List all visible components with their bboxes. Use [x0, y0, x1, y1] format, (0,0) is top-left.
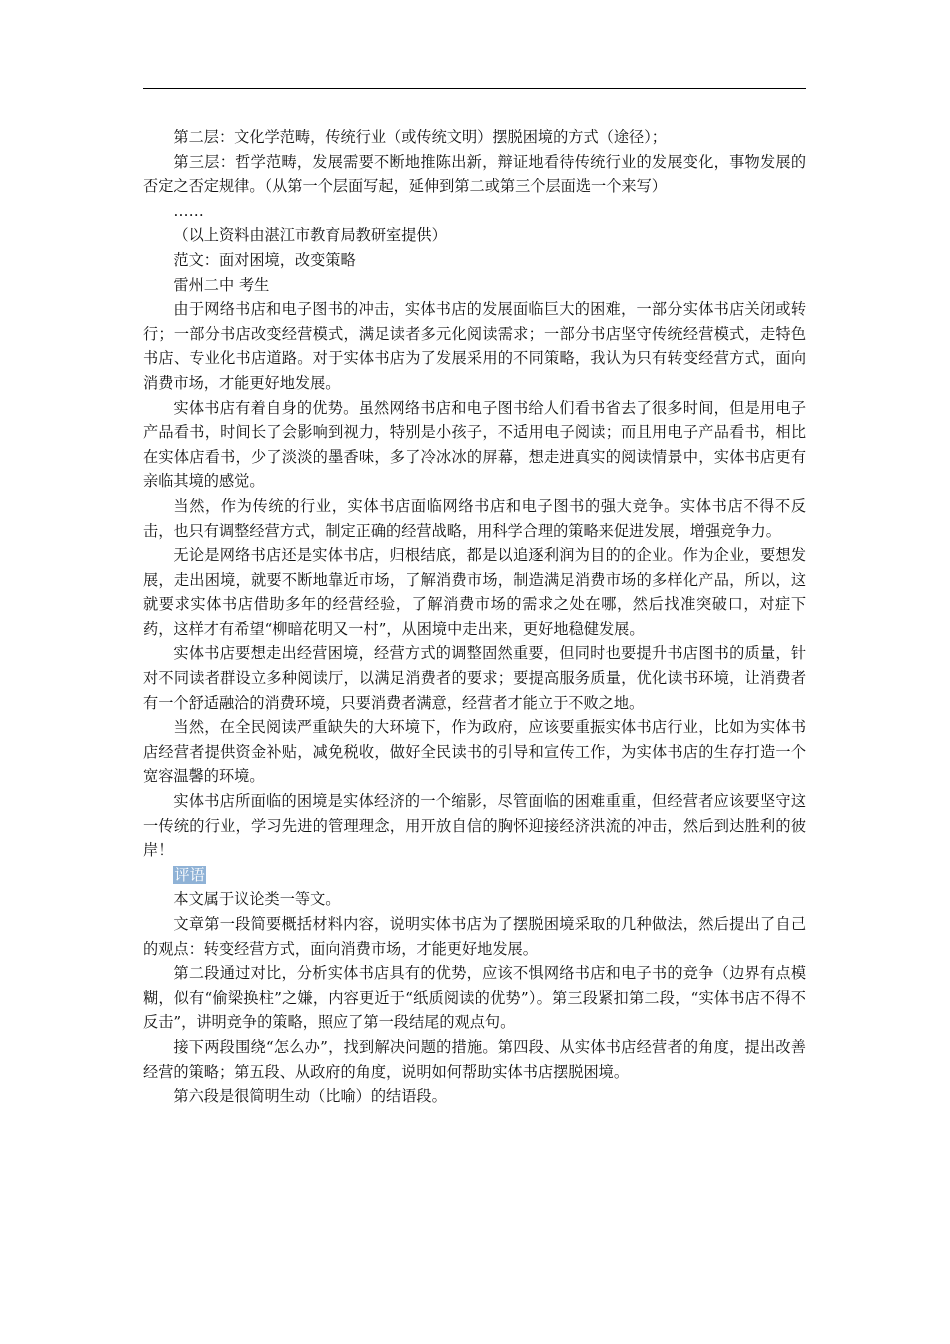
- essay-title: 范文：面对困境，改变策略: [173, 250, 356, 269]
- comment-paragraph: 本文属于议论类一等文。: [173, 890, 341, 909]
- ellipsis: ……: [173, 201, 204, 220]
- comment-heading: [143, 863, 806, 888]
- essay-paragraph: 由于网络书店和电子图书的冲击，实体书店的发展面临巨大的困难，一部分实体书店关闭或转行；一部分书店改变经营模式，满足读者多元化阅读需求；一部分书店坚守传统经营模式，走特色书店、专业化书店道路。对于实体书店为了发展采用的不同策略，我认为只有转变经营方式，面向消费市场，才能更好地发展。: [143, 300, 806, 392]
- comment-paragraph: 接下两段围绕“怎么办”，找到解决问题的措施。第四段、从实体书店经营者的角度，提出改善经营的策略；第五段、从政府的角度，说明如何帮助实体书店摆脱困境。: [143, 1037, 806, 1081]
- essay-paragraph: 实体书店所面临的困境是实体经济的一个缩影，尽管面临的困难重重，但经营者应该要坚守这一传统的行业，学习先进的管理理念，用开放自信的胸怀迎接经济洪流的冲击，然后到达胜利的彼岸！: [143, 792, 806, 860]
- comment-heading-highlight: 评语: [174, 865, 205, 884]
- essay-paragraph: 实体书店要想走出经营困境，经营方式的调整固然重要，但同时也要提升书店图书的质量，针对不同读者群设立多种阅读厅，以满足消费者的要求；要提高服务质量，优化读书环境，让消费者有一个舒适融洽的消费环境，只要消费者满意，经营者才能立于不败之地。: [143, 644, 806, 712]
- essay-author: 雷州二中 考生: [173, 275, 270, 294]
- essay-paragraph: 当然，作为传统的行业，实体书店面临网络书店和电子图书的强大竞争。实体书店不得不反击，也只有调整经营方式，制定正确的经营战略，用科学合理的策略来促进发展，增强竞争力。: [143, 496, 806, 540]
- source-note: （以上资料由湛江市教育局教研室提供）: [173, 226, 447, 245]
- document-body: [143, 125, 806, 1109]
- essay-paragraph: 无论是网络书店还是实体书店，归根结底，都是以追逐利润为目的的企业。作为企业，要想发展，走出困境，就要不断地靠近市场，了解消费市场，制造满足消费市场的多样化产品，所以，这就要求实体书店借助多年的经营经验，了解消费市场的需求之处在哪，然后找准突破口，对症下药，这样才有希望“柳暗花明又一村”，从困境中走出来，更好地稳健发展。: [143, 546, 806, 638]
- essay-paragraph: 当然，在全民阅读严重缺失的大环境下，作为政府，应该要重振实体书店行业，比如为实体书店经营者提供资金补贴，减免税收，做好全民读书的引导和宣传工作，为实体书店的生存打造一个宽容温馨的环境。: [143, 718, 806, 786]
- comment-paragraph: 第二段通过对比，分析实体书店具有的优势，应该不惧网络书店和电子书的竞争（边界有点模糊，似有“偷梁换柱”之嫌，内容更近于“纸质阅读的优势”）。第三段紧扣第二段，“实体书店不得不反击”，讲明竞争的策略，照应了第一段结尾的观点句。: [143, 964, 806, 1032]
- comment-paragraph: 第六段是很简明生动（比喻）的结语段。: [173, 1087, 447, 1106]
- essay-paragraph: 实体书店有着自身的优势。虽然网络书店和电子图书给人们看书省去了很多时间，但是用电子产品看书，时间长了会影响到视力，特别是小孩子，不适用电子阅读；而且用电子产品看书，相比在实体店看书，少了淡淡的墨香味，多了冷冰冰的屏幕，想走进真实的阅读情景中，实体书店更有亲临其境的感觉。: [143, 398, 806, 491]
- paragraph-layer-2: 第二层：文化学范畴，传统行业（或传统文明）摆脱困境的方式（途径）；: [173, 128, 667, 146]
- header-rule: [143, 88, 806, 89]
- comment-paragraph: 文章第一段简要概括材料内容，说明实体书店为了摆脱困境采取的几种做法，然后提出了自己的观点：转变经营方式，面向消费市场，才能更好地发展。: [143, 915, 806, 958]
- paragraph-layer-3: 第三层：哲学范畴，发展需要不断地推陈出新，辩证地看待传统行业的发展变化，事物发展的否定之否定规律。（从第一个层面写起，延伸到第二或第三个层面选一个来写）: [143, 152, 806, 196]
